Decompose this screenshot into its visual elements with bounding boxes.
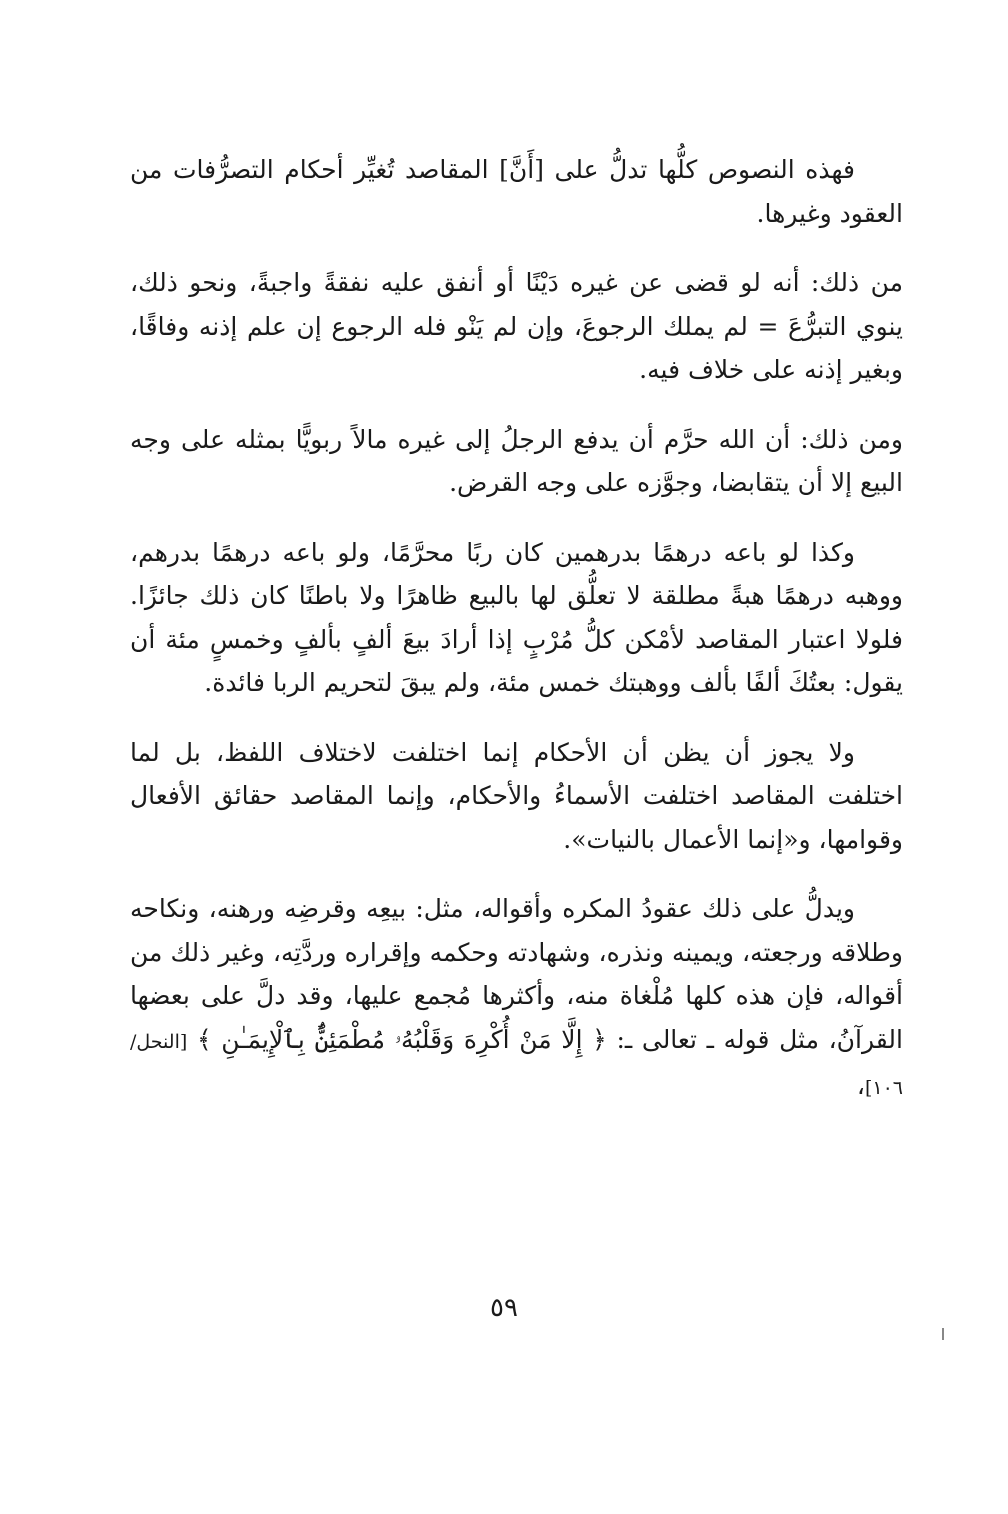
paragraph-2 [130, 261, 903, 392]
quran-verse: ﴿ إِلَّا مَنْ أُكْرِهَ وَقَلْبُهُۥ مُطْمَئِنٌّۢ بِٱلْإِيمَـٰنِ ﴾ [196, 1024, 607, 1054]
paragraph-3-text: ومن ذلك: أن الله حرَّم أن يدفع الرجلُ إلى غيره مالاً ربويًّا بمثله على وجه البيع إلا أن يتقابضا، وجوَّزه على وجه القرض. [130, 424, 903, 497]
paragraph-5 [130, 731, 903, 862]
paragraph-4-text: وكذا لو باعه درهمًا بدرهمين كان ربًا محرَّمًا، ولو باعه درهمًا بدرهم، ووهبه درهمًا هبةً مطلقة لا تعلُّق لها بالبيع ظاهرًا ولا باطنًا كان ذلك جائزًا. فلولا اعتبار المقاصد لأمْكن كلُّ مُرْبٍ إذا أرادَ بيعَ ألفٍ بألفٍ وخمسٍ مئة أن يقول: بعتُكَ ألفًا بألف ووهبتك خمس مئة، ولم يبقَ لتحريم الربا فائدة. [130, 537, 903, 697]
page-body [130, 148, 903, 1137]
paragraph-2-text: من ذلك: أنه لو قضى عن غيره دَيْنًا أو أنفق عليه نفقةً واجبةً، ونحو ذلك، ينوي التبرُّعَ = لم يملك الرجوعَ، وإن لم يَنْو فله الرجوع إن علم إذنه وفاقًا، وبغير إذنه على خلاف فيه. [130, 268, 904, 384]
page-number: ٥٩ [490, 1293, 518, 1323]
paragraph-1-text: فهذه النصوص كلُّها تدلُّ على [أَنَّ] المقاصد تُغيِّر أحكام التصرُّفات من العقود وغيرها. [130, 155, 903, 228]
paragraph-6-text: ويدلُّ على ذلك عقودُ المكره وأقواله، مثل: بيعِه وقرضِه ورهنه، ونكاحه وطلاقه ورجعته، ويمينه ونذره، وشهادته وحكمه وإقراره وردَّتِه، وغير ذلك من أقواله، فإن هذه كلها مُلْغاة منه، وأكثرها مُجمع عليها، وقد دلَّ على بعضها القرآنُ، مثل قوله ـ تعالى ـ: [130, 894, 903, 1054]
paragraph-3 [130, 418, 903, 505]
paragraph-1 [130, 148, 903, 235]
paragraph-5-text: ولا يجوز أن يظن أن الأحكام إنما اختلفت لاختلاف اللفظ، بل لما اختلفت المقاصد اختلفت الأسماءُ والأحكام، وإنما المقاصد حقائق الأفعال وقوامها، و«إنما الأعمال بالنيات». [130, 737, 903, 854]
scan-artifact [942, 1328, 944, 1340]
verse-reference: [النحل/ ١٠٦] [130, 1030, 903, 1099]
paragraph-6 [130, 887, 903, 1111]
paragraph-4 [130, 531, 903, 705]
paragraph-6-tail: ، [856, 1071, 865, 1100]
